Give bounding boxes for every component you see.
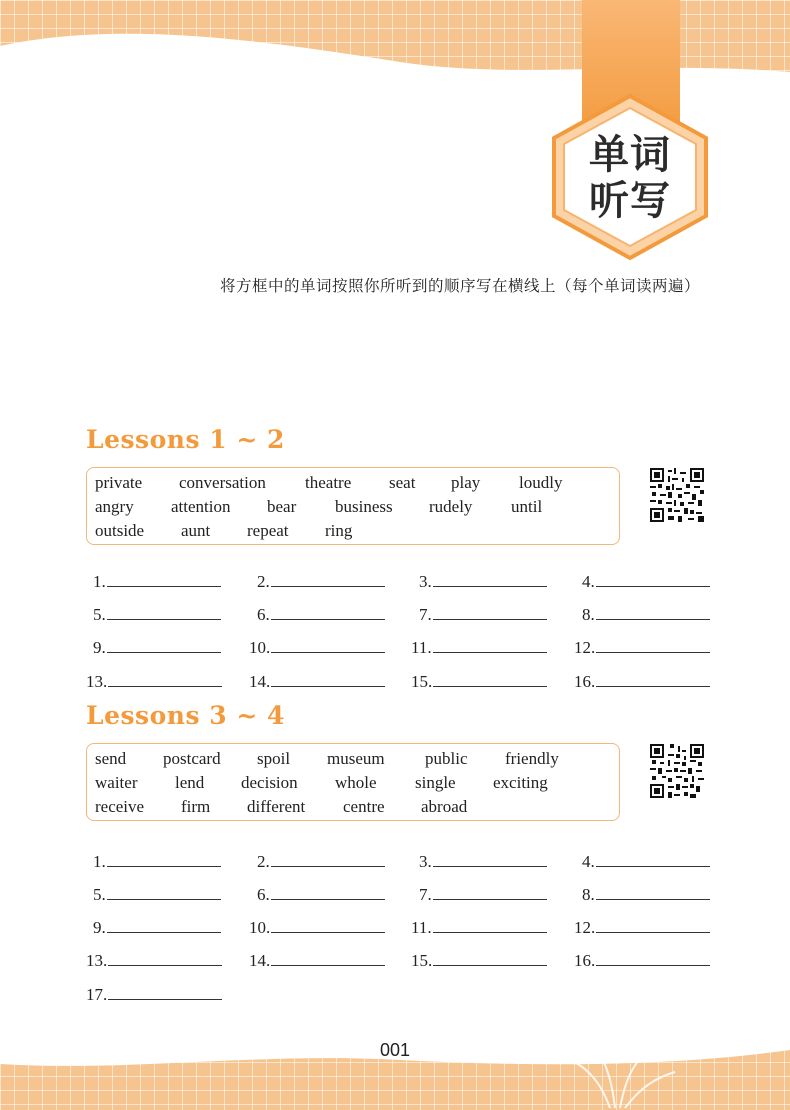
word: museum: [327, 749, 385, 768]
word: friendly: [505, 749, 559, 768]
page-number: 001: [379, 1040, 411, 1060]
word: outside: [95, 521, 145, 540]
blank-item[interactable]: 12.: [574, 918, 710, 938]
word: loudly: [519, 473, 563, 492]
blank-item[interactable]: 3.: [419, 852, 547, 872]
word: repeat: [247, 521, 289, 540]
word: ring: [325, 521, 353, 540]
blank-item[interactable]: 9.: [93, 918, 221, 938]
blank-item[interactable]: 15.: [411, 672, 547, 692]
word-row: [95, 795, 611, 819]
blank-item[interactable]: 16.: [574, 672, 710, 692]
word: public: [425, 749, 468, 768]
blank-item[interactable]: 16.: [574, 951, 710, 971]
word: receive: [95, 797, 145, 816]
blank-item[interactable]: 7.: [419, 885, 547, 905]
blank-item[interactable]: 15.: [411, 951, 547, 971]
word-box-1: [86, 467, 620, 545]
word: private: [95, 473, 143, 492]
blank-item[interactable]: 7.: [419, 605, 547, 625]
blank-item[interactable]: 6.: [257, 885, 385, 905]
word: rudely: [429, 497, 473, 516]
word: until: [511, 497, 543, 516]
blank-item[interactable]: 6.: [257, 605, 385, 625]
title-line-2: 听写: [589, 178, 671, 224]
lesson-title-1: Lessons 1 ~ 2: [86, 425, 285, 454]
word: whole: [335, 773, 377, 792]
word: exciting: [493, 773, 548, 792]
word-box-2: [86, 743, 620, 821]
qr-code-icon[interactable]: [650, 744, 704, 798]
word: single: [415, 773, 456, 792]
word: spoil: [257, 749, 291, 768]
word-row: [95, 771, 611, 795]
word: centre: [343, 797, 385, 816]
word: waiter: [95, 773, 138, 792]
word: abroad: [421, 797, 468, 816]
blank-item[interactable]: 17.: [86, 985, 222, 1005]
blank-item[interactable]: 8.: [582, 605, 710, 625]
blank-item[interactable]: 13.: [86, 951, 222, 971]
word: seat: [389, 473, 416, 492]
blank-item[interactable]: 2.: [257, 572, 385, 592]
word: conversation: [179, 473, 266, 492]
blank-item[interactable]: 5.: [93, 605, 221, 625]
word: decision: [241, 773, 298, 792]
title-badge: [548, 92, 712, 262]
blank-item[interactable]: 1.: [93, 852, 221, 872]
word: firm: [181, 797, 211, 816]
blank-item[interactable]: 4.: [582, 852, 710, 872]
word-row: [95, 495, 611, 519]
word-row: [95, 747, 611, 771]
instruction-text: 将方框中的单词按照你所听到的顺序写在横线上（每个单词读两遍）: [219, 277, 700, 295]
word: attention: [171, 497, 231, 516]
blank-item[interactable]: 2.: [257, 852, 385, 872]
blank-item[interactable]: 12.: [574, 638, 710, 658]
word-row: [95, 519, 611, 543]
word: different: [247, 797, 306, 816]
word-row: [95, 471, 611, 495]
blank-item[interactable]: 5.: [93, 885, 221, 905]
word: business: [335, 497, 393, 516]
word: theatre: [305, 473, 352, 492]
word: postcard: [163, 749, 221, 768]
blank-item[interactable]: 11.: [411, 918, 547, 938]
blank-item[interactable]: 10.: [249, 638, 385, 658]
word: bear: [267, 497, 297, 516]
title-line-1: 单词: [589, 132, 671, 178]
blank-item[interactable]: 14.: [249, 672, 385, 692]
blank-item[interactable]: 13.: [86, 672, 222, 692]
blank-item[interactable]: 3.: [419, 572, 547, 592]
qr-code-icon[interactable]: [650, 468, 704, 522]
word: play: [451, 473, 481, 492]
blank-item[interactable]: 4.: [582, 572, 710, 592]
lesson-title-2: Lessons 3 ~ 4: [86, 701, 285, 730]
blank-item[interactable]: 1.: [93, 572, 221, 592]
blank-item[interactable]: 9.: [93, 638, 221, 658]
word: lend: [175, 773, 205, 792]
blank-item[interactable]: 11.: [411, 638, 547, 658]
blank-item[interactable]: 10.: [249, 918, 385, 938]
word: send: [95, 749, 127, 768]
blank-item[interactable]: 8.: [582, 885, 710, 905]
blank-item[interactable]: 14.: [249, 951, 385, 971]
word: angry: [95, 497, 134, 516]
word: aunt: [181, 521, 211, 540]
